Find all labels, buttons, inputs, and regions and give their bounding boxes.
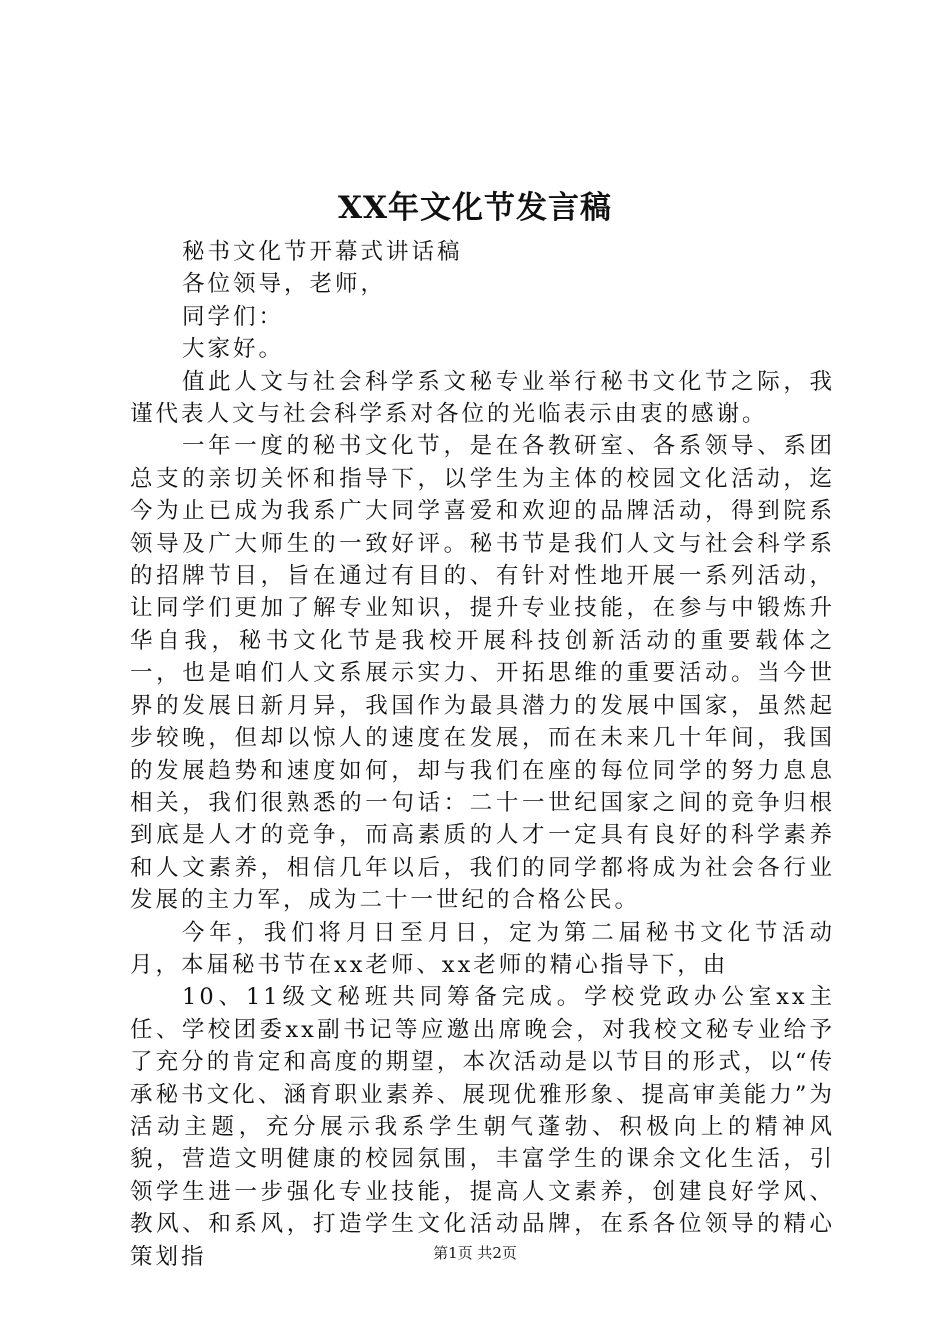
paragraph-preparation: 10、11级文秘班共同筹备完成。学校党政办公室xx主任、学校团委xx副书记等应邀出席晚会，对我校文秘专业给予了充分的肯定和高度的期望，本次活动是以节目的形式，以“传承秘书文化、涵育职业素养、展现优雅形象、提高审美能力”为活动主题，充分展示我系学生朝气蓬勃、积极向上的精神风貌，营造文明健康的校园氛围，丰富学生的课余文化生活，引领学生进一步强化专业技能，提高人文素养，创建良好学风、教风、和系风，打造学生文化活动品牌，在系各位领导的精心策划指 <box>130 984 835 1270</box>
paragraph-salutation-2: 同学们： <box>182 303 285 330</box>
paragraph-salutation-1: 各位领导，老师， <box>182 271 387 298</box>
paragraph-festival-intro: 一年一度的秘书文化节，是在各教研室、各系领导、系团总支的亲切关怀和指导下，以学生为主体的校园文化活动，迄今为止已成为我系广大同学喜爱和欢迎的品牌活动，得到院系领导及广大师生的一致好评。秘书节是我们人文与社会科学系的招牌节目，旨在通过有目的、有针对性地开展一系列活动，让同学们更加了解专业知识，提升专业技能，在参与中锻炼升华自我，秘书文化节是我校开展科技创新活动的重要载体之一，也是咱们人文系展示实力、开拓思维的重要活动。当今世界的发展日新月异，我国作为最具潜力的发展中国家，虽然起步较晚，但却以惊人的速度在发展，而在未来几十年间，我国的发展趋势和速度如何，却与我们在座的每位同学的努力息息相关，我们很熟悉的一句话：二十一世纪国家之间的竞争归根到底是人才的竞争，而高素质的人才一定具有良好的科学素养和人文素养，相信几年以后，我们的同学都将成为社会各行业发展的主力军，成为二十一世纪的合格公民。 <box>130 433 835 914</box>
paragraph-subtitle: 秘书文化节开幕式讲话稿 <box>182 239 463 265</box>
document-body <box>130 236 835 1273</box>
paragraph-this-year: 今年，我们将月日至月日，定为第二届秘书文化节活动月，本届秘书节在xx老师、xx老师的精心指导下，由 <box>130 919 835 978</box>
page-number-footer: 第1页 共2页 <box>433 1244 517 1262</box>
paragraph-greeting: 大家好。 <box>182 336 285 363</box>
paragraph-thanks: 值此人文与社会科学系文秘专业举行秘书文化节之际，我谨代表人文与社会科学系对各位的光临表示由衷的感谢。 <box>130 368 835 428</box>
document-title: XX年文化节发言稿 <box>337 190 613 226</box>
